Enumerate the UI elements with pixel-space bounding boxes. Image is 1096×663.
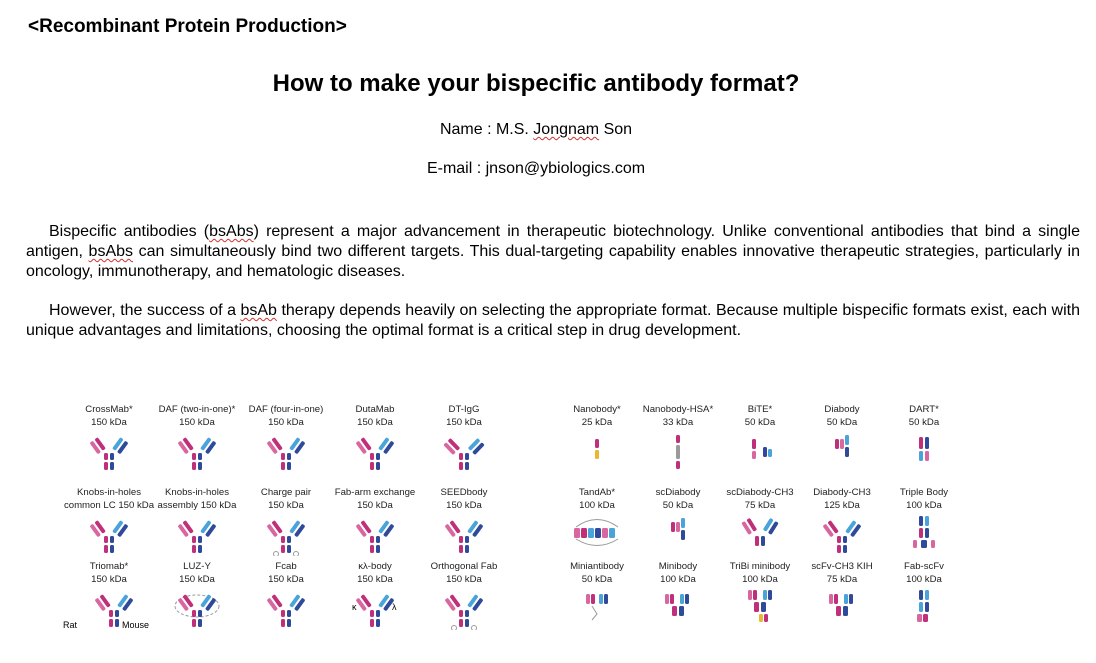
lambda-label: λ — [392, 602, 397, 612]
author-label: Name : M.S. — [439, 121, 534, 138]
format-size: 150 kDa — [268, 499, 304, 511]
bispecific-format-figure — [63, 398, 990, 646]
format-name: Triomab* — [89, 561, 129, 572]
antibody-format-glyph — [172, 514, 222, 556]
format-name: Fab-scFv — [904, 561, 944, 572]
format-size: 100 kDa — [660, 573, 696, 585]
antibody-format-glyph — [899, 514, 949, 556]
format-size: 125 kDa — [824, 499, 860, 511]
antibody-format-glyph — [817, 588, 867, 630]
paragraph-segment: therapy depends heavily on selecting the appropriate format. Because multiple bispecific formats exist, each with unique advantages and limitations, choosing the optimal format is a critical step in drug development. — [26, 302, 1080, 339]
format-size: 50 kDa — [826, 416, 858, 428]
antibody-format-glyph — [261, 431, 311, 473]
format-size: common LC 150 kDa — [63, 499, 155, 511]
format-name: SEEDbody — [440, 487, 488, 498]
format-name: κλ-body — [358, 561, 392, 572]
format-size: 100 kDa — [906, 573, 942, 585]
format-name: Diabody — [824, 404, 860, 415]
format-name: scDiabody-CH3 — [726, 487, 794, 498]
format-name: Nanobody-HSA* — [642, 404, 714, 415]
format-size: 150 kDa — [268, 416, 304, 428]
antibody-format-glyph — [899, 588, 949, 630]
antibody-format-glyph — [439, 514, 489, 556]
format-size: 150 kDa — [357, 416, 393, 428]
format-cell — [414, 561, 514, 630]
format-size: 150 kDa — [268, 573, 304, 585]
antibody-format-glyph — [653, 588, 703, 630]
antibody-format-glyph — [439, 431, 489, 473]
section-tag: <Recombinant Protein Production> — [28, 16, 347, 37]
format-name: Knobs-in-holes — [165, 487, 229, 498]
format-name: DutaMab — [355, 404, 395, 415]
format-name: LUZ-Y — [183, 561, 211, 572]
antibody-format-glyph — [84, 431, 134, 473]
paragraph-intro — [26, 222, 1080, 282]
format-name: Minibody — [658, 561, 698, 572]
format-size: 150 kDa — [446, 499, 482, 511]
format-cell — [874, 487, 974, 556]
format-size: 50 kDa — [581, 573, 613, 585]
format-size: 150 kDa — [357, 499, 393, 511]
format-size: 150 kDa — [179, 573, 215, 585]
antibody-format-glyph — [899, 431, 949, 473]
author-name: Jongnam — [533, 121, 600, 138]
format-name: Fab-arm exchange — [334, 487, 416, 498]
format-size: 50 kDa — [908, 416, 940, 428]
format-cell — [59, 487, 159, 556]
spellcheck-word: bsAbs — [209, 223, 254, 240]
format-size: 150 kDa — [357, 573, 393, 585]
format-size: 100 kDa — [579, 499, 615, 511]
format-cell — [147, 561, 247, 630]
email-line: E-mail : jnson@ybiologics.com — [426, 160, 646, 177]
paragraph-format-selection — [26, 301, 1080, 341]
antibody-format-glyph — [261, 588, 311, 630]
paragraph-segment: However, the success of a — [49, 302, 241, 319]
format-name: scDiabody — [655, 487, 701, 498]
format-name: TandAb* — [578, 487, 616, 498]
format-name: Knobs-in-holes — [77, 487, 141, 498]
format-name: Triple Body — [899, 487, 949, 498]
format-name: Fcab — [275, 561, 297, 572]
antibody-format-glyph — [84, 514, 134, 556]
antibody-format-glyph — [172, 431, 222, 473]
antibody-format-glyph — [817, 431, 867, 473]
format-name: Orthogonal Fab — [430, 561, 498, 572]
format-size: 100 kDa — [742, 573, 778, 585]
format-size: 150 kDa — [91, 573, 127, 585]
paragraph-segment: ) represent a major advancement in therapeutic biotechnology. Unlike conventional antibodies that bind a single antigen, — [26, 223, 1080, 260]
format-size: 50 kDa — [744, 416, 776, 428]
antibody-format-glyph — [735, 431, 785, 473]
format-cell — [147, 404, 247, 473]
antibody-format-glyph — [439, 588, 489, 630]
format-cell — [325, 404, 425, 473]
author-line — [0, 121, 1072, 139]
format-name: CrossMab* — [85, 404, 133, 415]
antibody-format-glyph — [817, 514, 867, 556]
format-cell — [59, 404, 159, 473]
format-name: BiTE* — [747, 404, 773, 415]
antibody-format-glyph — [735, 514, 785, 556]
paragraph-1-text — [26, 223, 1080, 280]
format-name: Charge pair — [260, 487, 312, 498]
format-cell — [414, 487, 514, 556]
format-name: scFv-CH3 KIH — [811, 561, 873, 572]
spellcheck-word: bsAb — [240, 302, 277, 319]
rat-label: Rat — [63, 620, 78, 630]
format-cell — [414, 404, 514, 473]
format-size: 75 kDa — [744, 499, 776, 511]
format-name: DART* — [909, 404, 939, 415]
format-size: 50 kDa — [662, 499, 694, 511]
format-cell — [147, 487, 247, 556]
format-name: DT-IgG — [448, 404, 480, 415]
antibody-format-glyph — [350, 431, 400, 473]
format-size: 150 kDa — [91, 416, 127, 428]
format-cell — [874, 561, 974, 630]
format-size: 75 kDa — [826, 573, 858, 585]
format-size: 150 kDa — [446, 416, 482, 428]
antibody-format-glyph — [735, 588, 785, 630]
antibody-format-glyph — [653, 514, 703, 556]
antibody-format-glyph — [261, 514, 311, 556]
antibody-format-glyph — [572, 588, 622, 630]
format-size: 25 kDa — [581, 416, 613, 428]
format-size: 33 kDa — [662, 416, 694, 428]
antibody-format-glyph — [350, 588, 400, 630]
antibody-format-glyph — [572, 514, 622, 556]
format-name: DAF (two-in-one)* — [158, 404, 236, 415]
format-size: 150 kDa — [179, 416, 215, 428]
format-cell — [874, 404, 974, 473]
format-name: TriBi minibody — [729, 561, 791, 572]
document-title: How to make your bispecific antibody format? — [272, 70, 800, 97]
format-size: 100 kDa — [906, 499, 942, 511]
antibody-format-glyph — [572, 431, 622, 473]
format-cell — [236, 404, 336, 473]
paragraph-segment: Bispecific antibodies ( — [49, 223, 210, 240]
kappa-label: κ — [352, 602, 357, 612]
format-name: Miniantibody — [570, 561, 624, 572]
author-surname: Son — [599, 121, 633, 138]
format-cell — [236, 561, 336, 630]
format-cell — [325, 561, 425, 630]
format-cell — [59, 561, 159, 630]
antibody-format-glyph — [653, 431, 703, 473]
mouse-label: Mouse — [122, 620, 150, 630]
paragraph-2-text — [26, 302, 1080, 339]
format-size: assembly 150 kDa — [157, 499, 237, 511]
format-name: Diabody-CH3 — [813, 487, 871, 498]
spellcheck-word: bsAbs — [88, 243, 134, 260]
format-name: Nanobody* — [573, 404, 621, 415]
format-name: DAF (four-in-one) — [248, 404, 324, 415]
paragraph-segment: can simultaneously bind two different targets. This dual-targeting capability enables innovative therapeutic strategies, particularly in oncology, immunotherapy, and hematologic diseases. — [26, 243, 1081, 280]
format-size: 150 kDa — [446, 573, 482, 585]
antibody-format-glyph — [172, 588, 222, 630]
antibody-format-glyph — [350, 514, 400, 556]
format-cell — [325, 487, 425, 556]
format-cell — [236, 487, 336, 556]
